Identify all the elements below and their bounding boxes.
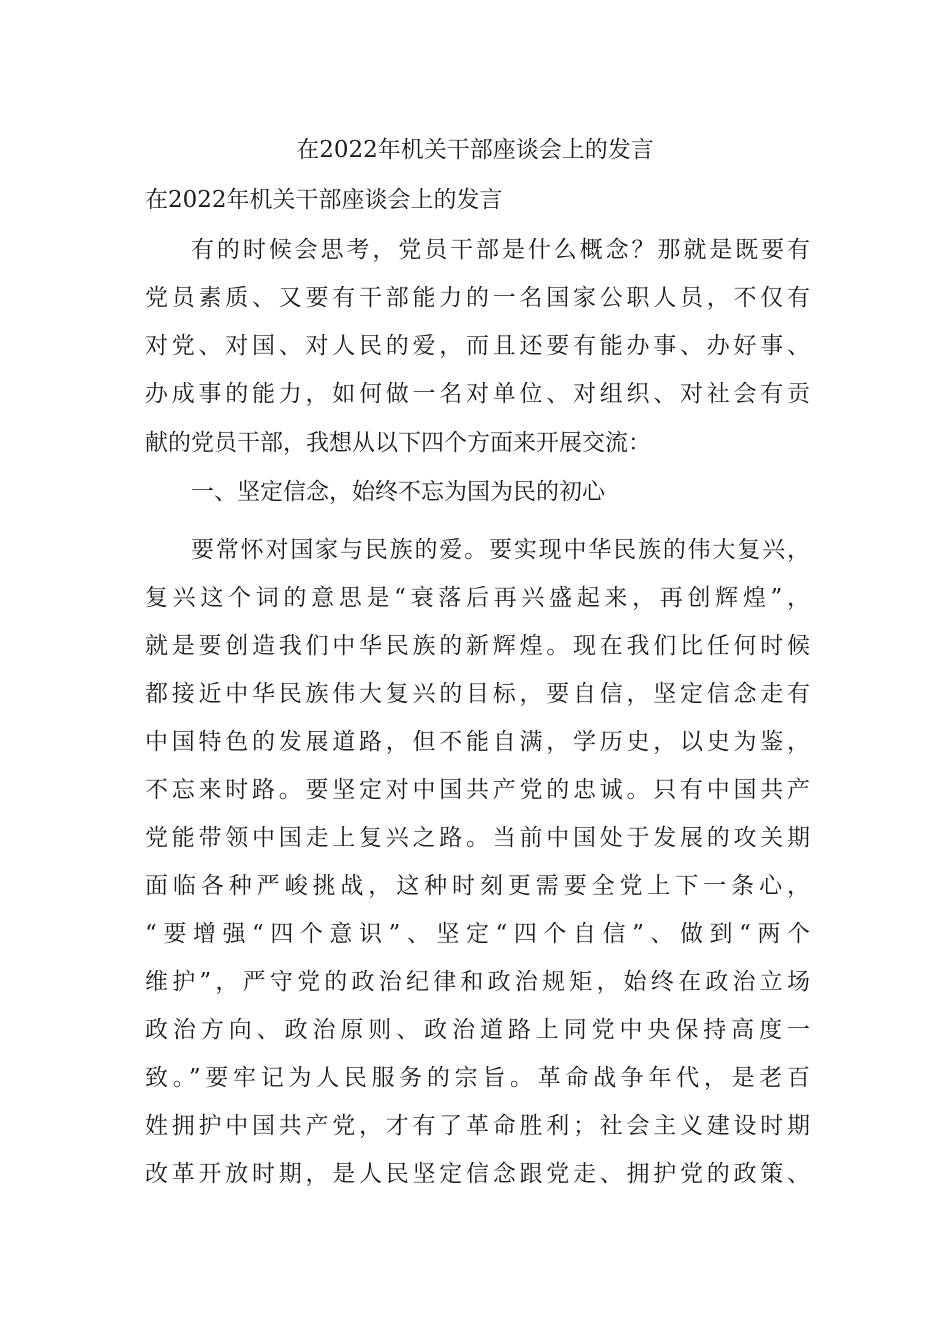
text-line: 致。”要牢记为人民服务的宗旨。革命战争年代，是老百 <box>145 1065 810 1091</box>
text-line: 面临各种严峻挑战，这种时刻更需要全党上下一条心， <box>145 873 810 899</box>
text-line: 党能带领中国走上复兴之路。当前中国处于发展的攻关期 <box>145 825 810 851</box>
text-line: 维护”，严守党的政治纪律和政治规矩，始终在政治立场 <box>145 969 810 995</box>
text-line: 对党、对国、对人民的爱，而且还要有能办事、办好事、 <box>145 333 810 359</box>
text-line: 复兴这个词的意思是“衰落后再兴盛起来，再创辉煌”， <box>145 585 810 611</box>
text-line: 都接近中华民族伟大复兴的目标，要自信，坚定信念走有 <box>145 681 810 707</box>
text-line: 姓拥护中国共产党，才有了革命胜利；社会主义建设时期 <box>145 1113 810 1139</box>
text-line: 办成事的能力，如何做一名对单位、对组织、对社会有贡 <box>145 381 810 407</box>
text-line: 要常怀对国家与民族的爱。要实现中华民族的伟大复兴， <box>191 537 810 563</box>
text-line: 政治方向、政治原则、政治道路上同党中央保持高度一 <box>145 1017 810 1043</box>
text-line: 献的党员干部，我想从以下四个方面来开展交流： <box>145 430 651 456</box>
text-line: 中国特色的发展道路，但不能自满，学历史，以史为鉴， <box>145 729 810 755</box>
section-heading: 一、坚定信念，始终不忘为国为民的初心 <box>191 479 605 505</box>
text-line: 改革开放时期，是人民坚定信念跟党走、拥护党的政策、 <box>145 1161 810 1187</box>
text-line: 有的时候会思考，党员干部是什么概念？那就是既要有 <box>191 237 810 263</box>
text-line: 就是要创造我们中华民族的新辉煌。现在我们比任何时候 <box>145 633 810 659</box>
document-title: 在2022年机关干部座谈会上的发言 <box>296 137 654 163</box>
text-line: “要增强“四个意识”、坚定“四个自信”、做到“两个 <box>145 921 810 947</box>
text-line: 不忘来时路。要坚定对中国共产党的忠诚。只有中国共产 <box>145 777 810 803</box>
text-line: 党员素质、又要有干部能力的一名国家公职人员，不仅有 <box>145 285 810 311</box>
subtitle-line: 在2022年机关干部座谈会上的发言 <box>145 187 503 213</box>
